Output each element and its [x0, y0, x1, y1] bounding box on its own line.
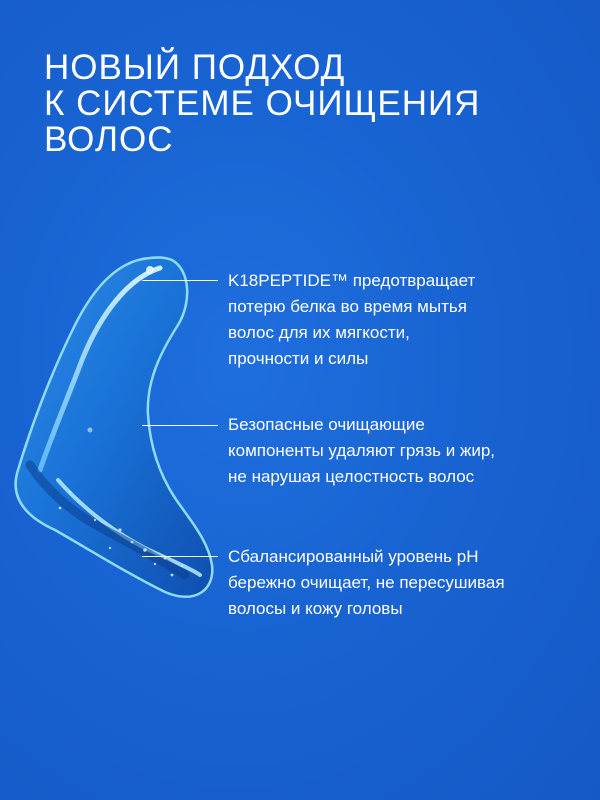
leader-line — [142, 556, 218, 557]
feature-line: не нарушая целостность волос — [228, 467, 475, 486]
title-line-2: К СИСТЕМЕ ОЧИЩЕНИЯ — [44, 84, 481, 123]
leader-line — [142, 425, 218, 426]
feature-line: волос для их мягкости, — [228, 323, 410, 342]
page-title — [44, 50, 564, 158]
feature-line: волосы и кожу головы — [228, 599, 403, 618]
feature-text — [228, 412, 588, 490]
feature-peptide — [0, 268, 600, 378]
feature-line: компоненты удаляют грязь и жир, — [228, 441, 496, 460]
feature-text — [228, 268, 588, 372]
feature-line: K18PEPTIDE™ предотвращает — [228, 271, 476, 290]
title-line-1: НОВЫЙ ПОДХОД — [44, 48, 346, 87]
feature-cleansing — [0, 412, 600, 522]
feature-line: Сбалансированный уровень pH — [228, 547, 479, 566]
title-line-3: ВОЛОС — [44, 120, 174, 159]
feature-ph-balance — [0, 544, 600, 654]
feature-line: Безопасные очищающие — [228, 415, 425, 434]
feature-line: бережно очищает, не пересушивая — [228, 573, 505, 592]
feature-line: потерю белка во время мытья — [228, 297, 467, 316]
feature-text — [228, 544, 588, 622]
leader-line — [142, 280, 218, 281]
feature-line: прочности и силы — [228, 349, 369, 368]
